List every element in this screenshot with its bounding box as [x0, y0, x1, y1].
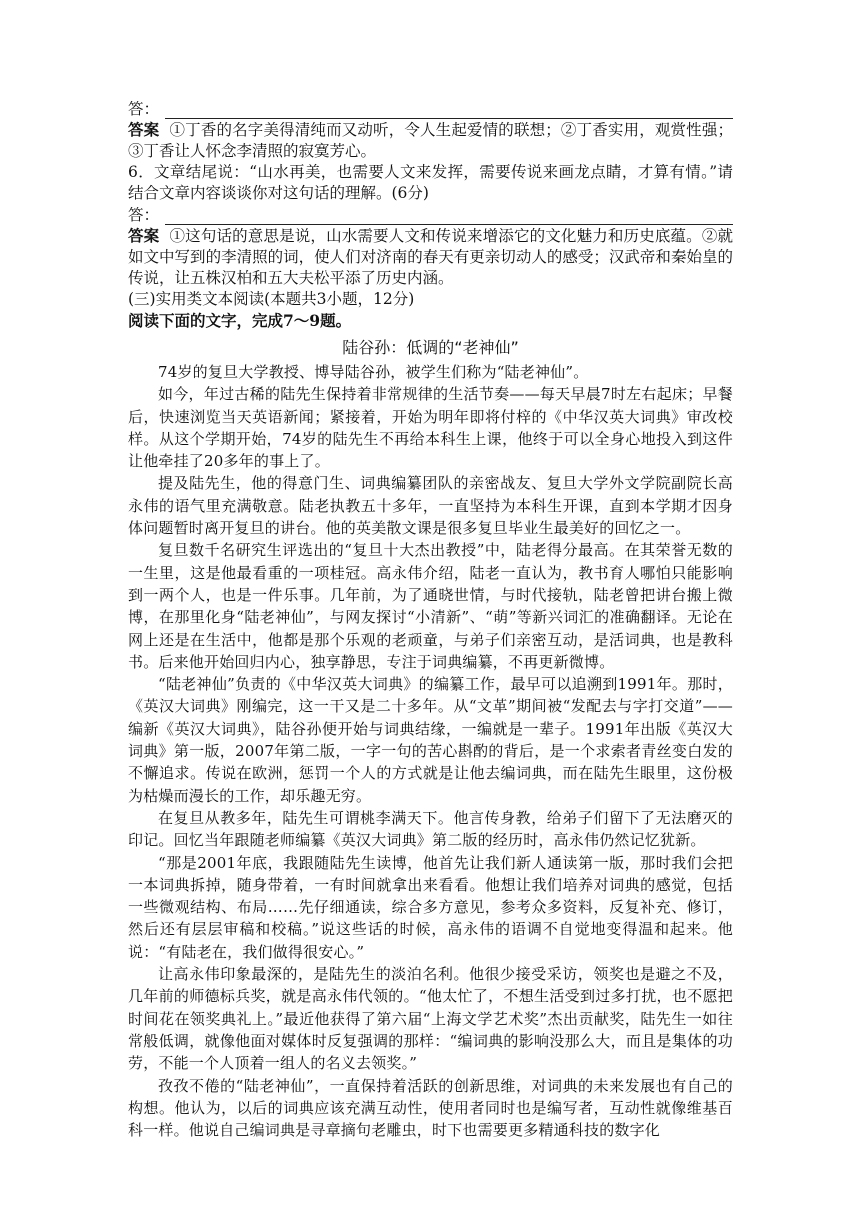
answer-underline: [165, 209, 733, 225]
answer-line-q5[interactable]: [128, 98, 733, 119]
article-title: 陆谷孙：低调的“老神仙”: [342, 338, 519, 357]
document-page: [128, 98, 733, 1141]
answer-prefix: 答：: [128, 100, 160, 118]
section-heading: (三)实用类文本阅读(本题共3小题，12分): [128, 290, 415, 308]
article-paragraph: 74岁的复旦大学教授、博导陆谷孙，被学生们称为“陆老神仙”。: [158, 363, 589, 381]
article-paragraph: “那是2001年底，我跟随陆先生读博，他首先让我们新人通读第一版，那时我们会把一本词典拆掉，随身带着，一有时间就拿出来看看。他想让我们培养对词典的感觉，包括一些微观结构、布局……先仔细通读，综合多方意见，参考众多资料，反复补充、修订，然后还有层层审稿和校稿。”说这些话的时候，高永伟的语调不自觉地变得温和起来。他说：“有陆老在，我们做得很安心。”: [128, 853, 733, 961]
answer-prefix: 答：: [128, 206, 160, 224]
article-paragraph: 孜孜不倦的“陆老神仙”，一直保持着活跃的创新思维，对词典的未来发展也有自己的构想。他认为，以后的词典应该充满互动性，使用者同时也是编写者，互动性就像维基百科一样。他说自己编词典是寻章摘句老雕虫，时下也需要更多精通科技的数字化: [128, 1076, 733, 1140]
answer-underline: [165, 103, 733, 119]
question-6: 6．文章结尾说：“山水再美，也需要人文来发挥，需要传说来画龙点睛，才算有情。”请结合文章内容谈谈你对这句话的理解。(6分): [128, 163, 733, 202]
answer-tag: 答案: [128, 120, 160, 139]
article-paragraph: 让高永伟印象最深的，是陆先生的淡泊名利。他很少接受采访，领奖也是避之不及，几年前的师德标兵奖，就是高永伟代领的。“他太忙了，不想生活受到过多打扰，也不愿把时间花在领奖典礼上。”最近他获得了第六届“上海文学艺术奖”杰出贡献奖，陆先生一如往常般低调，就像他面对媒体时反复强调的那样：“编词典的影响没那么大，而且是集体的功劳，不能一个人顶着一组人的名义去领奖。”: [128, 965, 733, 1073]
answer-tag: 答案: [128, 226, 160, 245]
article-paragraph: 如今，年过古稀的陆先生保持着非常规律的生活节奏——每天早晨7时左右起床；早餐后，快速浏览当天英语新闻；紧接着，开始为明年即将付梓的《中华汉英大词典》审改校样。从这个学期开始，74岁的陆先生不再给本科生上课，他终于可以全身心地投入到这件让他牵挂了20多年的事上了。: [128, 385, 733, 471]
article-paragraph: 在复旦从教多年，陆先生可谓桃李满天下。他言传身教，给弟子们留下了无法磨灭的印记。回忆当年跟随老师编纂《英汉大词典》第二版的经历时，高永伟仍然记忆犹新。: [128, 808, 733, 850]
article-paragraph: “陆老神仙”负责的《中华汉英大词典》的编纂工作，最早可以追溯到1991年。那时，《英汉大词典》刚编完，这一干又是二十多年。从“文革”期间被“发配去与字打交道”——编新《英汉大词典》，陆谷孙便开始与词典结缘，一编就是一辈子。1991年出版《英汉大词典》第一版，2007年第二版，一字一句的苦心斟酌的背后，是一个求索者青丝变白发的不懈追求。传说在欧洲，惩罚一个人的方式就是让他去编词典，而在陆先生眼里，这份极为枯燥而漫长的工作，却乐趣无穷。: [128, 675, 733, 805]
q6-answer-text: ①这句话的意思是说，山水需要人文和传说来增添它的文化魅力和历史底蕴。②就如文中写到的李清照的词，使人们对济南的春天有更亲切动人的感受；汉武帝和秦始皇的传说，让五株汉柏和五大夫松平添了历史内涵。: [128, 227, 733, 287]
answer-line-q6[interactable]: [128, 204, 733, 225]
q5-answer-text: ①丁香的名字美得清纯而又动听，令人生起爱情的联想；②丁香实用，观赏性强；③丁香让人怀念李清照的寂寞芳心。: [128, 121, 733, 160]
article-paragraph: 提及陆先生，他的得意门生、词典编纂团队的亲密战友、复旦大学外文学院副院长高永伟的语气里充满敬意。陆老执教五十多年，一直坚持为本科生开课，直到本学期才因身体问题暂时离开复旦的讲台。他的英美散文课是很多复旦毕业生最美好的回忆之一。: [128, 474, 733, 538]
q5-answer: [128, 119, 733, 162]
q6-answer: [128, 225, 733, 289]
article-paragraph: 复旦数千名研究生评选出的“复旦十大杰出教授”中，陆老得分最高。在其荣誉无数的一生里，这是他最看重的一项桂冠。高永伟介绍，陆老一直认为，教书育人哪怕只能影响到一两个人，也是一件乐事。几年前，为了通晓世情，与时代接轨，陆老曾把讲台搬上微博，在那里化身“陆老神仙”，与网友探讨“小清新”、“萌”等新兴词汇的准确翻译。无论在网上还是在生活中，他都是那个乐观的老顽童，与弟子们亲密互动，是活词典，也是教科书。后来他开始回归内心，独享静思，专注于词典编纂，不再更新微博。: [128, 541, 733, 671]
reading-instruction: 阅读下面的文字，完成7～9题。: [128, 311, 352, 330]
